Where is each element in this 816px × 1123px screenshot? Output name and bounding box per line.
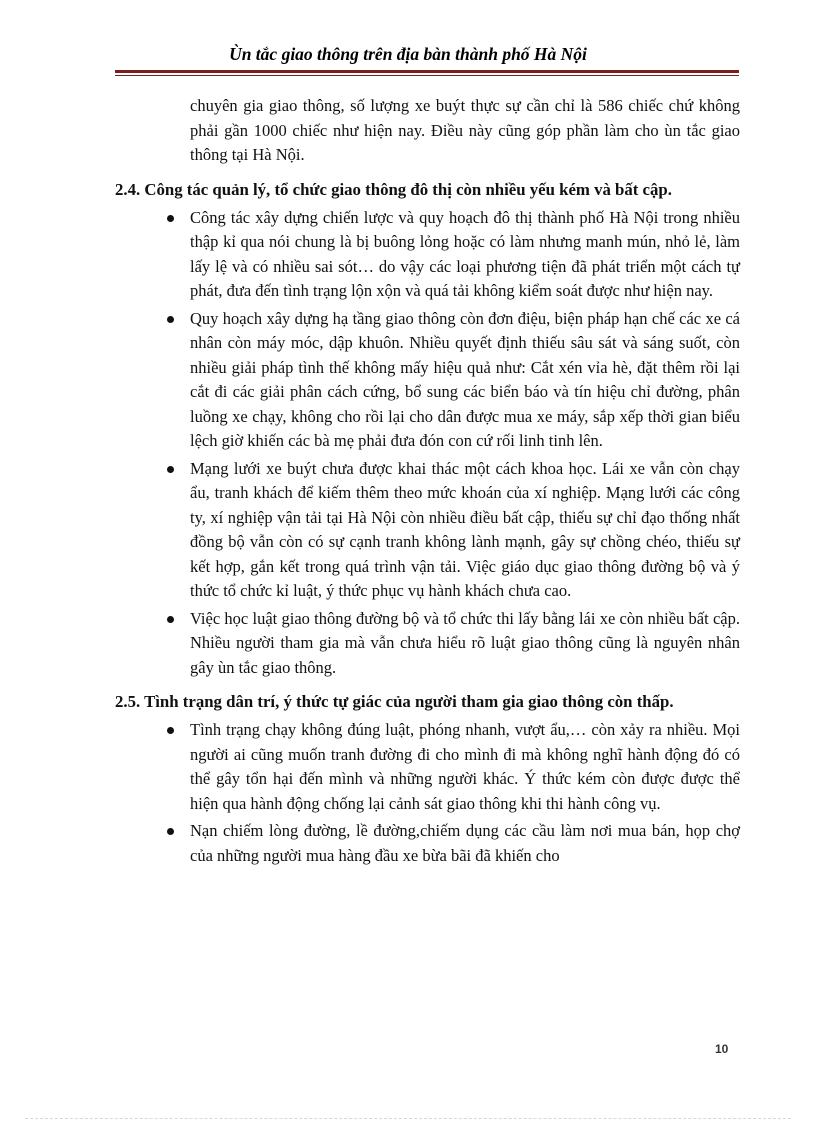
list-item-text: Mạng lưới xe buýt chưa được khai thác một cách khoa học. Lái xe vẫn còn chạy ẩu, tranh khách để kiếm thêm theo mức khoán của xí nghiệp. Mạng lưới các công ty, xí nghiệp vận tải tại Hà Nội còn nhiều điều bất cập, thiếu sự chỉ đạo thống nhất đồng bộ vẫn còn có sự cạnh tranh không lành mạnh, gây sự chồng chéo, thiếu sự kết hợp, gắn kết trong quá trình vận tải. Việc giáo dục giao thông đường bộ và ý thức tổ chức kỉ luật, ý thức phục vụ hành khách chưa cao.	[190, 458, 740, 600]
bullet-list	[115, 718, 740, 868]
bullet-list	[115, 206, 740, 681]
header-title: Ùn tắc giao thông trên địa bàn thành phố Hà Nội	[229, 44, 587, 64]
section-heading: 2.5. Tình trạng dân trí, ý thức tự giác của người tham gia giao thông còn thấp.	[115, 692, 674, 711]
page-number: 10	[715, 1042, 729, 1056]
footer-divider	[25, 1118, 791, 1119]
intro-paragraph: chuyên gia giao thông, số lượng xe buýt thực sự cần chỉ là 586 chiếc chứ không phải gần 1000 chiếc như hiện nay. Điều này cũng góp phần làm cho ùn tắc giao thông tại Hà Nội.	[190, 96, 740, 164]
bullet-icon	[167, 828, 174, 835]
list-item-text: Tình trạng chạy không đúng luật, phóng nhanh, vượt ẩu,… còn xảy ra nhiều. Mọi người ai cũng muốn tranh đường đi cho mình đi mà không nghĩ hành động đó có thể gây tổn hại đến mình và những người khác. Ý thức kém còn được được thể hiện qua hành động chống lại cảnh sát giao thông khi thi hành công vụ.	[190, 720, 740, 813]
list-item	[115, 607, 740, 681]
bullet-icon	[167, 466, 174, 473]
bullet-icon	[167, 616, 174, 623]
list-item-text: Việc học luật giao thông đường bộ và tổ chức thi lấy bằng lái xe còn nhiều bất cập. Nhiều người tham gia mà vẫn chưa hiểu rõ luật giao thông cũng là nguyên nhân gây ùn tắc giao thông.	[190, 608, 740, 677]
section-2-4	[115, 178, 740, 681]
bullet-icon	[167, 727, 174, 734]
list-item	[115, 819, 740, 868]
list-item	[115, 457, 740, 604]
document-body	[115, 94, 740, 871]
header-rule-thick	[115, 70, 739, 73]
list-item	[115, 206, 740, 304]
section-heading: 2.4. Công tác quản lý, tổ chức giao thông đô thị còn nhiều yếu kém và bất cập.	[115, 179, 672, 199]
section-2-5	[115, 690, 740, 868]
header-rule-thin	[115, 75, 739, 76]
list-item-text: Nạn chiếm lòng đường, lề đường,chiếm dụng các cầu làm nơi mua bán, họp chợ của những người mua hàng đầu xe bừa bãi đã khiến cho	[190, 821, 740, 865]
list-item-text: Quy hoạch xây dựng hạ tầng giao thông còn đơn điệu, biện pháp hạn chế các xe cá nhân còn máy móc, dập khuôn. Nhiều quyết định thiếu sâu sát và sáng suốt, còn nhiều giải pháp tình thế không mấy hiệu quả như: Cắt xén vỉa hè, đặt thêm rồi lại cắt đi các giải phân cách cứng, bổ sung các biển báo và tín hiệu chỉ đường, phân luồng xe chạy, không cho rồi lại cho dân được mua xe máy, sắp xếp thời gian biểu lệch giờ khiến các bà mẹ phải đưa đón con cứ rối linh tinh lên.	[190, 308, 740, 450]
list-item	[115, 307, 740, 454]
bullet-icon	[167, 316, 174, 323]
bullet-icon	[167, 215, 174, 222]
list-item-text: Công tác xây dựng chiến lược và quy hoạch đô thị thành phố Hà Nội trong nhiều thập kỉ qua nói chung là bị buông lỏng hoặc có làm nhưng manh mún, nhỏ lẻ, làm lấy lệ và có nhiều sai sót… do vậy các loại phương tiện đã phát triển một cách tự phát, đưa đến tình trạng lộn xộn và quá tải không kiểm soát được như hiện nay.	[190, 207, 740, 300]
list-item	[115, 718, 740, 816]
